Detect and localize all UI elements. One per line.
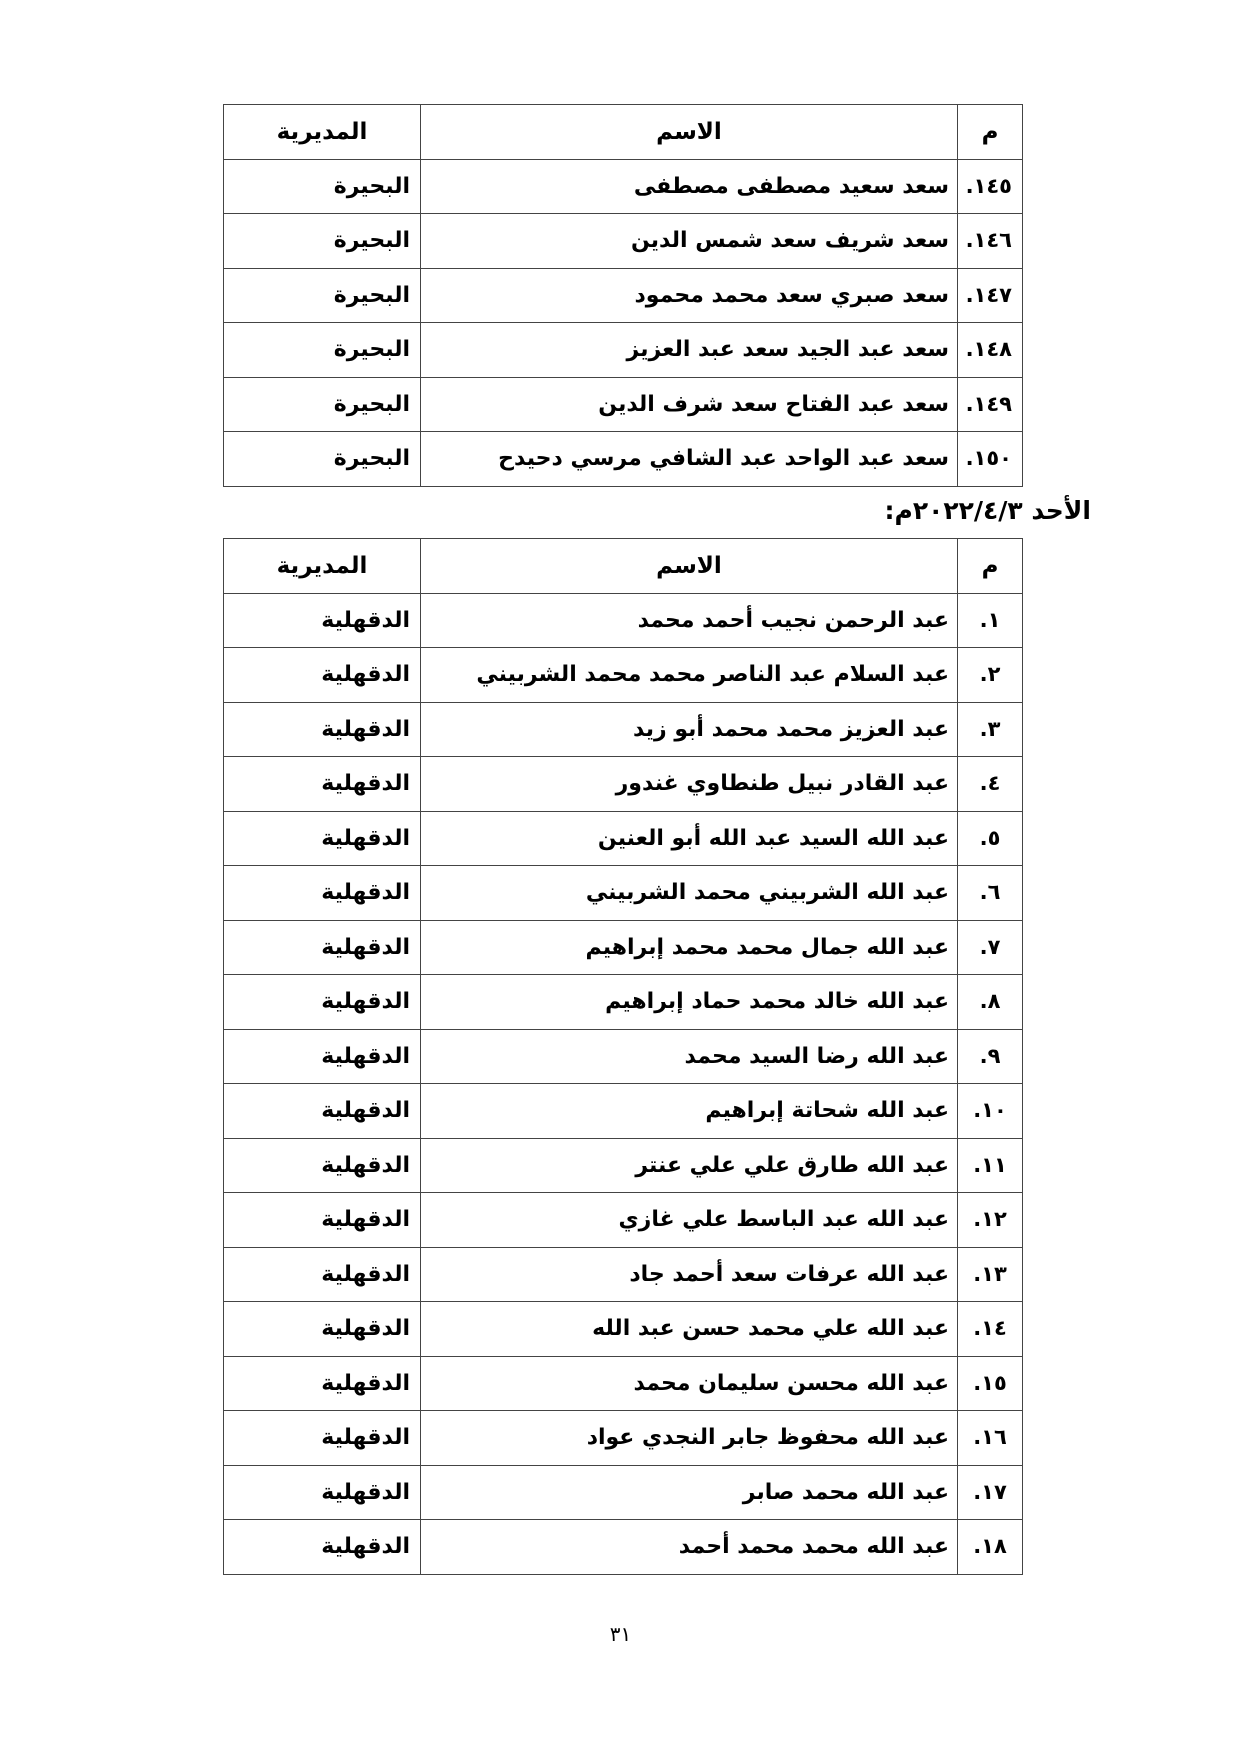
row-name-cell: [421, 648, 958, 703]
row-number-cell: [958, 1138, 1023, 1193]
row-name-cell: [421, 1465, 958, 1520]
row-number: ١٤٧.: [965, 282, 1012, 307]
row-directorate: الدقهلية: [321, 825, 410, 851]
table-row: [224, 593, 1023, 648]
row-name: عبد الله جمال محمد محمد إبراهيم: [585, 934, 949, 960]
row-name: سعد عبد الواحد عبد الشافي مرسي دحيدح: [498, 446, 949, 472]
row-number: ٧.: [979, 934, 1001, 959]
row-directorate: الدقهلية: [321, 1098, 410, 1124]
row-name-cell: [421, 377, 958, 432]
row-name: سعد سعيد مصطفى مصطفى: [633, 173, 949, 199]
row-number: ١.: [979, 607, 1001, 632]
table-row: [224, 1465, 1023, 1520]
table-header-row: [224, 539, 1023, 594]
row-directorate: البحيرة: [333, 173, 410, 199]
row-directorate-cell: [224, 811, 421, 866]
row-name-cell: [421, 593, 958, 648]
row-directorate-cell: [224, 648, 421, 703]
table-row: [224, 975, 1023, 1030]
row-number: ١٤.: [973, 1316, 1007, 1341]
row-directorate: الدقهلية: [321, 934, 410, 960]
row-directorate-cell: [224, 702, 421, 757]
row-name-cell: [421, 811, 958, 866]
row-number: ١٤٦.: [965, 228, 1012, 253]
row-directorate: الدقهلية: [321, 989, 410, 1015]
table-row: [224, 268, 1023, 323]
row-directorate-cell: [224, 1029, 421, 1084]
row-name: سعد عبد الفتاح سعد شرف الدين: [598, 391, 949, 417]
row-name-cell: [421, 1302, 958, 1357]
row-name-cell: [421, 920, 958, 975]
row-name-cell: [421, 1247, 958, 1302]
row-name: عبد الله محمد محمد أحمد: [678, 1534, 949, 1560]
row-directorate-cell: [224, 1520, 421, 1575]
row-name-cell: [421, 1520, 958, 1575]
row-name: عبد الله السيد عبد الله أبو العنين: [597, 825, 949, 851]
row-directorate: البحيرة: [333, 282, 410, 308]
row-number-cell: [958, 975, 1023, 1030]
row-name: عبد الله محسن سليمان محمد: [633, 1370, 949, 1396]
row-name-cell: [421, 1084, 958, 1139]
header-directorate: المديرية: [224, 105, 421, 160]
row-number: ٥.: [979, 825, 1001, 850]
row-number: ١٤٩.: [965, 391, 1012, 416]
row-number: ١٨.: [973, 1534, 1007, 1559]
row-directorate: الدقهلية: [321, 880, 410, 906]
table-row: [224, 377, 1023, 432]
row-name: سعد شريف سعد شمس الدين: [631, 228, 949, 254]
row-directorate: الدقهلية: [321, 1425, 410, 1451]
row-directorate: الدقهلية: [321, 1152, 410, 1178]
row-name-cell: [421, 757, 958, 812]
row-number-cell: [958, 593, 1023, 648]
row-number: ١٠.: [973, 1098, 1007, 1123]
row-name-cell: [421, 702, 958, 757]
row-directorate-cell: [224, 1411, 421, 1466]
row-number-cell: [958, 1029, 1023, 1084]
row-number-cell: [958, 920, 1023, 975]
row-directorate: الدقهلية: [321, 716, 410, 742]
table-row: [224, 1029, 1023, 1084]
table-row: [224, 920, 1023, 975]
row-number-cell: [958, 866, 1023, 921]
row-directorate: البحيرة: [333, 337, 410, 363]
row-number: ١٥٠.: [965, 446, 1012, 471]
row-name: عبد الله عرفات سعد أحمد جاد: [629, 1261, 949, 1287]
row-number-cell: [958, 1356, 1023, 1411]
table-row: [224, 1138, 1023, 1193]
row-directorate-cell: [224, 432, 421, 487]
table-row: [224, 1084, 1023, 1139]
row-directorate-cell: [224, 1193, 421, 1248]
row-directorate-cell: [224, 593, 421, 648]
table-row: [224, 702, 1023, 757]
page-number: ٣١: [609, 1622, 632, 1646]
row-directorate: الدقهلية: [321, 1479, 410, 1505]
row-directorate-cell: [224, 268, 421, 323]
row-directorate-cell: [224, 1302, 421, 1357]
table-row: [224, 159, 1023, 214]
table-row: [224, 648, 1023, 703]
row-number-cell: [958, 1302, 1023, 1357]
row-directorate-cell: [224, 757, 421, 812]
row-number-cell: [958, 432, 1023, 487]
row-directorate-cell: [224, 1138, 421, 1193]
table-row: [224, 1302, 1023, 1357]
row-name: عبد الله رضا السيد محمد: [684, 1043, 949, 1069]
row-name-cell: [421, 1138, 958, 1193]
table-row: [224, 1411, 1023, 1466]
row-name: عبد الله شحاتة إبراهيم: [705, 1098, 949, 1124]
header-num: م: [958, 539, 1023, 594]
table-row: [224, 323, 1023, 378]
row-number-cell: [958, 702, 1023, 757]
row-directorate-cell: [224, 323, 421, 378]
row-name: عبد الله علي محمد حسن عبد الله: [592, 1316, 949, 1342]
table-row: [224, 432, 1023, 487]
row-name-cell: [421, 159, 958, 214]
row-name-cell: [421, 1356, 958, 1411]
row-number-cell: [958, 1084, 1023, 1139]
row-number: ١٣.: [973, 1261, 1007, 1286]
row-directorate-cell: [224, 920, 421, 975]
row-directorate: الدقهلية: [321, 607, 410, 633]
row-directorate-cell: [224, 159, 421, 214]
row-directorate-cell: [224, 377, 421, 432]
row-directorate-cell: [224, 1465, 421, 1520]
row-directorate-cell: [224, 866, 421, 921]
names-table-bottom: [223, 538, 1023, 1575]
header-name: الاسم: [421, 539, 958, 594]
row-directorate: الدقهلية: [321, 1261, 410, 1287]
header-directorate: المديرية: [224, 539, 421, 594]
row-name-cell: [421, 1193, 958, 1248]
table-row: [224, 1356, 1023, 1411]
row-directorate: الدقهلية: [321, 1043, 410, 1069]
row-name-cell: [421, 1411, 958, 1466]
row-directorate: الدقهلية: [321, 771, 410, 797]
table-row: [224, 757, 1023, 812]
row-number: ٣.: [979, 716, 1001, 741]
row-number-cell: [958, 377, 1023, 432]
row-directorate: البحيرة: [333, 391, 410, 417]
row-number-cell: [958, 757, 1023, 812]
row-number-cell: [958, 159, 1023, 214]
row-name-cell: [421, 866, 958, 921]
header-name: الاسم: [421, 105, 958, 160]
row-name: عبد الله عبد الباسط علي غازي: [618, 1207, 949, 1233]
row-directorate-cell: [224, 1084, 421, 1139]
table-row: [224, 866, 1023, 921]
row-number-cell: [958, 323, 1023, 378]
row-name-cell: [421, 975, 958, 1030]
table-header-row: [224, 105, 1023, 160]
row-name-cell: [421, 214, 958, 269]
row-number-cell: [958, 1247, 1023, 1302]
row-name: عبد القادر نبيل طنطاوي غندور: [615, 771, 949, 797]
row-number-cell: [958, 268, 1023, 323]
row-number-cell: [958, 648, 1023, 703]
row-directorate: الدقهلية: [321, 662, 410, 688]
row-number-cell: [958, 214, 1023, 269]
row-number: ٤.: [979, 771, 1001, 796]
table-row: [224, 1247, 1023, 1302]
row-directorate-cell: [224, 975, 421, 1030]
row-name: عبد السلام عبد الناصر محمد محمد الشربيني: [476, 662, 949, 688]
table-row: [224, 1520, 1023, 1575]
row-name: سعد عبد الجيد سعد عبد العزيز: [626, 337, 949, 363]
row-name-cell: [421, 432, 958, 487]
row-number-cell: [958, 811, 1023, 866]
table-row: [224, 1193, 1023, 1248]
section-date-heading: الأحد ٢٠٢٢/٤/٣م:: [884, 496, 1091, 525]
row-directorate-cell: [224, 214, 421, 269]
row-directorate-cell: [224, 1356, 421, 1411]
row-directorate: البحيرة: [333, 446, 410, 472]
row-name: عبد العزيز محمد محمد أبو زيد: [633, 716, 949, 742]
row-number: ٢.: [979, 662, 1001, 687]
row-number: ١٢.: [973, 1207, 1007, 1232]
row-number: ١١.: [973, 1152, 1007, 1177]
row-number: ١٤٨.: [965, 337, 1012, 362]
row-directorate: الدقهلية: [321, 1316, 410, 1342]
row-number-cell: [958, 1520, 1023, 1575]
row-directorate: الدقهلية: [321, 1207, 410, 1233]
row-number-cell: [958, 1465, 1023, 1520]
row-name-cell: [421, 268, 958, 323]
row-number: ٨.: [979, 989, 1001, 1014]
row-name: عبد الله طارق علي علي عنتر: [635, 1152, 949, 1178]
row-name: عبد الله الشربيني محمد الشربيني: [585, 880, 949, 906]
row-number-cell: [958, 1193, 1023, 1248]
row-name: عبد الله محمد صابر: [742, 1479, 949, 1505]
row-name-cell: [421, 1029, 958, 1084]
names-table-top: [223, 104, 1023, 487]
row-number: ١٦.: [973, 1425, 1007, 1450]
row-number: ١٧.: [973, 1479, 1007, 1504]
row-number-cell: [958, 1411, 1023, 1466]
row-directorate: الدقهلية: [321, 1370, 410, 1396]
row-directorate: البحيرة: [333, 228, 410, 254]
row-name: عبد الرحمن نجيب أحمد محمد: [637, 607, 949, 633]
row-directorate-cell: [224, 1247, 421, 1302]
row-number: ٩.: [979, 1043, 1001, 1068]
row-directorate: الدقهلية: [321, 1534, 410, 1560]
table-row: [224, 811, 1023, 866]
row-name: سعد صبري سعد محمد محمود: [634, 282, 949, 308]
row-name: عبد الله خالد محمد حماد إبراهيم: [605, 989, 949, 1015]
row-name-cell: [421, 323, 958, 378]
row-number: ١٥.: [973, 1370, 1007, 1395]
table-row: [224, 214, 1023, 269]
row-number: ٦.: [979, 880, 1001, 905]
row-name: عبد الله محفوظ جابر النجدي عواد: [586, 1425, 949, 1451]
row-number: ١٤٥.: [965, 173, 1012, 198]
header-num: م: [958, 105, 1023, 160]
